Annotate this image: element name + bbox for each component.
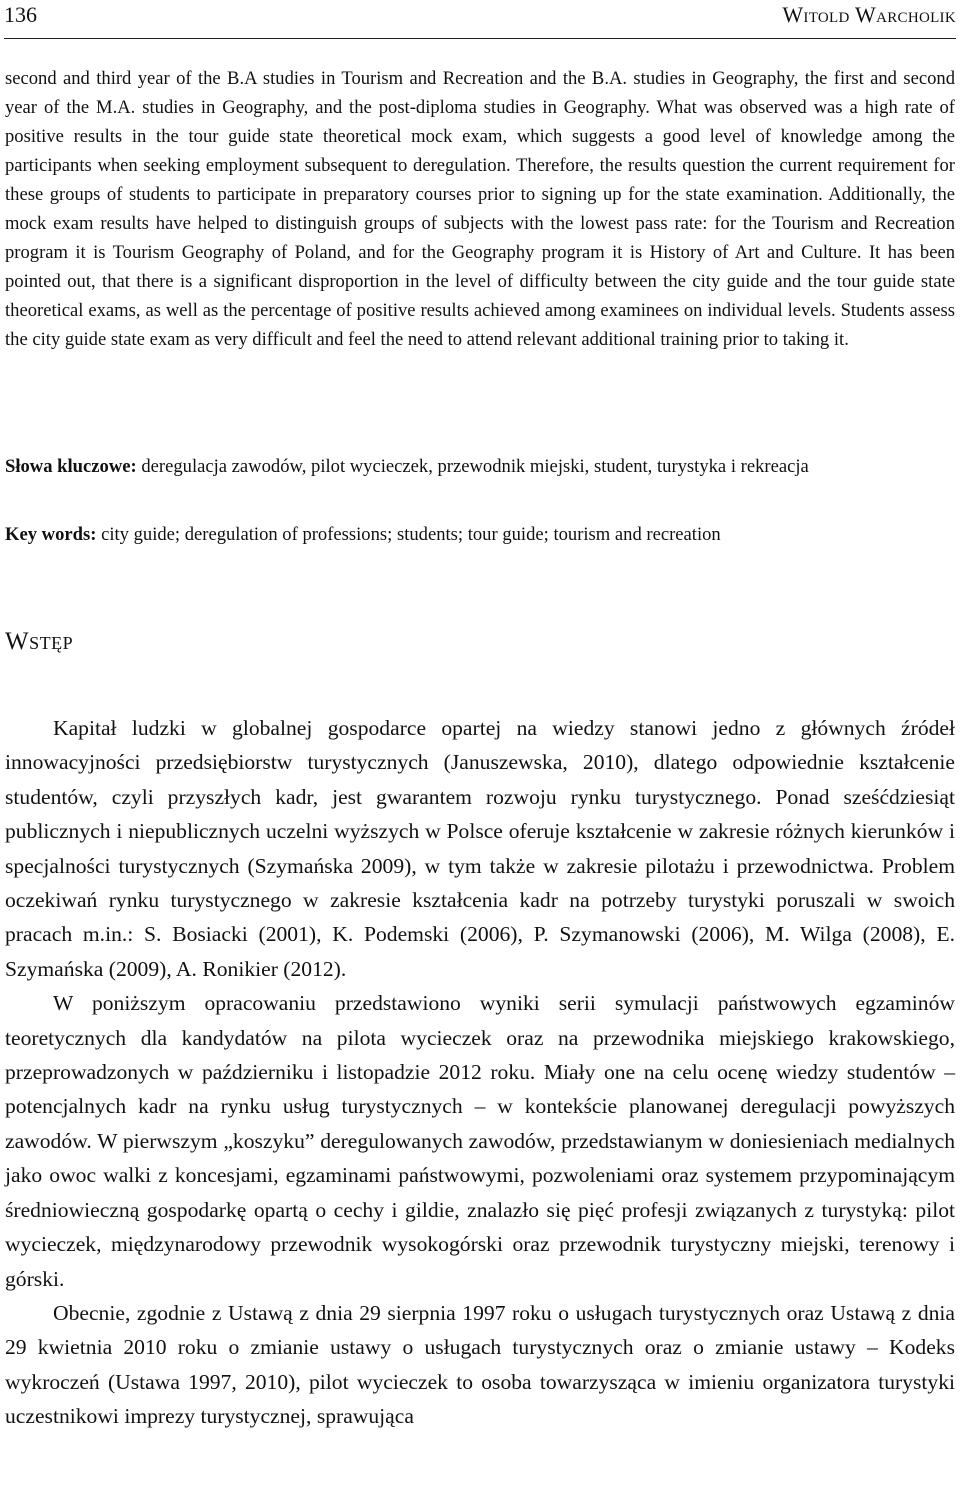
page-header [4, 0, 956, 39]
body-paragraph-3: Obecnie, zgodnie z Ustawą z dnia 29 sierpnia 1997 roku o usługach turystycznych oraz Ustawą z dnia 29 kwietnia 2010 roku o zmianie ustawy o usługach turystycznych oraz o zmianie ustawy – Kodeks wykroczeń (Ustawa 1997, 2010), pilot wycieczek to osoba towarzysząca w imieniu organizatora turystyki uczestnikowi imprezy turystycznej, sprawująca [5, 1300, 955, 1429]
keywords-polish [5, 452, 955, 481]
keywords-english-label: Key words: [5, 524, 97, 545]
running-head-author: Witold Warcholik [782, 2, 956, 27]
keywords-polish-text: deregulacja zawodów, pilot wycieczek, przewodnik miejski, student, turystyka i rekreacja [136, 456, 809, 477]
abstract-english [5, 64, 955, 354]
section-heading: Wstęp [5, 628, 74, 655]
keywords-polish-label: Słowa kluczowe: [5, 456, 137, 477]
keywords-english-text: city guide; deregulation of professions; students; tour guide; tourism and recreation [96, 524, 721, 545]
page-number: 136 [4, 2, 37, 27]
body-text [5, 711, 955, 1434]
keywords-english [5, 520, 955, 549]
abstract-paragraph: second and third year of the B.A studies in Tourism and Recreation and the B.A. studies in Geography, the first and second year of the M.A. studies in Geography, and the post-diploma studies in Geography. What was observed was a high rate of positive results in the tour guide state theoretical mock exam, which suggests a good level of knowledge among the participants when seeking employment subsequent to deregulation. Therefore, the results question the current requirement for these groups of students to participate in preparatory courses prior to signing up for the state examination. Additionally, the mock exam results have helped to distinguish groups of subjects with the lowest pass rate: for the Tourism and Recreation program it is Tourism Geography of Poland, and for the Geography program it is History of Art and Culture. It has been pointed out, that there is a significant disproportion in the level of difficulty between the city guide and the tour guide state theoretical exams, as well as the percentage of positive results achieved among examinees on individual levels. Students assess the city guide state exam as very difficult and feel the need to attend relevant additional training prior to taking it. [5, 68, 955, 350]
body-paragraph-1: Kapitał ludzki w globalnej gospodarce opartej na wiedzy stanowi jedno z głównych źródeł innowacyjności przedsiębiorstw turystycznych (Januszewska, 2010), dlatego odpowiednie kształcenie studentów, czyli przyszłych kadr, jest gwarantem rozwoju rynku turystycznego. Ponad sześćdziesiąt publicznych i niepublicznych uczelni wyższych w Polsce oferuje kształcenie w zakresie różnych kierunków i specjalności turystycznych (Szymańska 2009), w tym także w zakresie pilotażu i przewodnictwa. Problem oczekiwań rynku turystycznego w zakresie kształcenia kadr na potrzeby turystyki poruszali w swoich pracach m.in.: S. Bosiacki (2001), K. Podemski (2006), P. Szymanowski (2006), M. Wilga (2008), E. Szymańska (2009), A. Ronikier (2012). [5, 716, 955, 981]
body-paragraph-2: W poniższym opracowaniu przedstawiono wyniki serii symulacji państwowych egzaminów teoretycznych dla kandydatów na pilota wycieczek oraz na przewodnika miejskiego krakowskiego, przeprowadzonych w październiku i listopadzie 2012 roku. Miały one na celu ocenę wiedzy studentów – potencjalnych kadr na rynku usług turystycznych – w kontekście planowanej deregulacji powyższych zawodów. W pierwszym „koszyku” deregulowanych zawodów, przedstawianym w doniesieniach medialnych jako owoc walki z koncesjami, egzaminami państwowymi, pozwoleniami oraz systemem przypominającym średniowieczną gospodarkę opartą o cechy i gildie, znalazło się pięć profesji związanych z turystyką: pilot wycieczek, międzynarodowy przewodnik wysokogórski oraz przewodnik turystyczny miejski, terenowy i górski. [5, 991, 955, 1291]
